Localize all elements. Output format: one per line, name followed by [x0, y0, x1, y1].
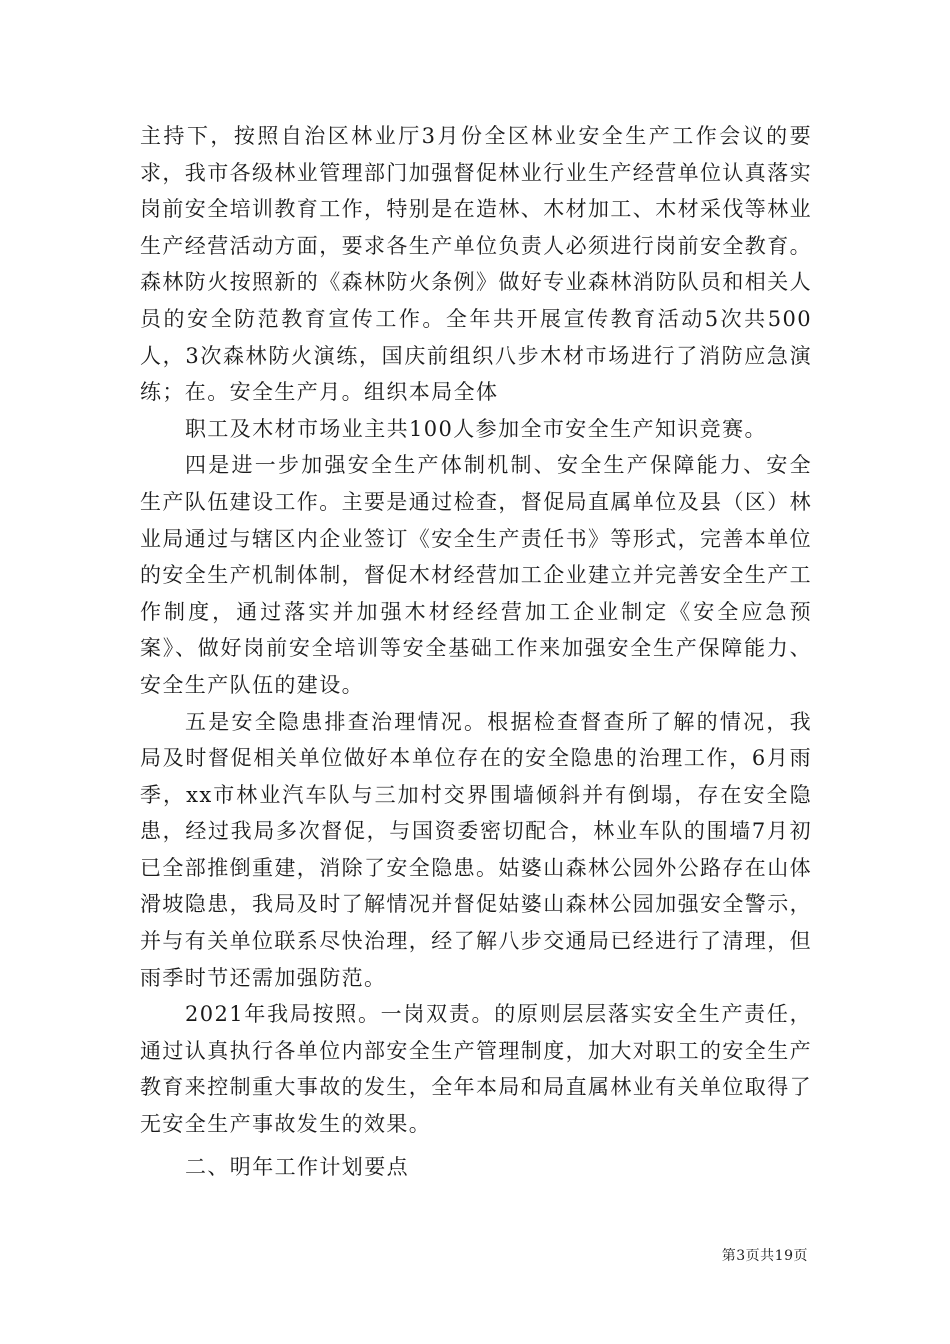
paragraph-4: 五是安全隐患排查治理情况。根据检查督查所了解的情况，我局及时督促相关单位做好本单位存在的安全隐患的治理工作，6月雨季，xx市林业汽车队与三加村交界围墙倾斜并有倒塌，存在安全隐患，经过我局多次督促，与国资委密切配合，林业车队的围墙7月初已全部推倒重建，消除了安全隐患。姑婆山森林公园外公路存在山体滑坡隐患，我局及时了解情况并督促姑婆山森林公园加强安全警示，并与有关单位联系尽快治理，经了解八步交通局已经进行了清理，但雨季时节还需加强防范。	[140, 709, 812, 990]
paragraph-1: 主持下，按照自治区林业厅3月份全区林业安全生产工作会议的要求，我市各级林业管理部门加强督促林业行业生产经营单位认真落实岗前安全培训教育工作，特别是在造林、木材加工、木材采伐等林业生产经营活动方面，要求各生产单位负责人必须进行岗前安全教育。森林防火按照新的《森林防火条例》做好专业森林消防队员和相关人员的安全防范教育宣传工作。全年共开展宣传教育活动5次共500人，3次森林防火演练，国庆前组织八步木材市场进行了消防应急演练；在。安全生产月。组织本局全体	[140, 124, 812, 405]
section-heading: 二、明年工作计划要点	[185, 1154, 409, 1179]
paragraph-3: 四是进一步加强安全生产体制机制、安全生产保障能力、安全生产队伍建设工作。主要是通过检查，督促局直属单位及县（区）林业局通过与辖区内企业签订《安全生产责任书》等形式，完善本单位的安全生产机制体制，督促木材经营加工企业建立并完善安全生产工作制度，通过落实并加强木材经经营加工企业制定《安全应急预案》、做好岗前安全培训等安全基础工作来加强安全生产保障能力、安全生产队伍的建设。	[140, 453, 812, 697]
document-body	[140, 118, 812, 1185]
paragraph-5: 2021年我局按照。一岗双责。的原则层层落实安全生产责任，通过认真执行各单位内部安全生产管理制度，加大对职工的安全生产教育来控制重大事故的发生，全年本局和局直属林业有关单位取得了无安全生产事故发生的效果。	[140, 1002, 812, 1137]
paragraph-2: 职工及木材市场业主共100人参加全市安全生产知识竞赛。	[185, 416, 767, 441]
page-number: 第3页共19页	[721, 1248, 808, 1264]
